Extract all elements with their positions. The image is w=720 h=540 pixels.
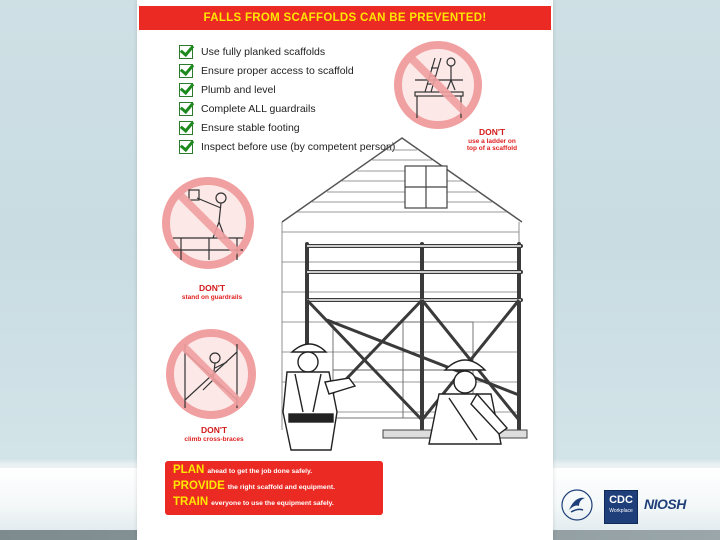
prohibition-climb-cross-braces [165, 328, 257, 420]
niosh-logo [644, 496, 704, 516]
hhs-eagle-logo-icon [560, 488, 594, 522]
train-line: TRAIN everyone to use the equipment safely. [173, 496, 334, 508]
checklist-item: Use fully planked scaffolds [179, 42, 395, 61]
cdc-logo-text: CDC [609, 494, 633, 506]
warning-cross-braces-label: DON'T climb cross-braces [184, 425, 244, 443]
plan-provide-train-box [165, 461, 383, 515]
niosh-logo-text: NIOSH [644, 496, 686, 512]
checklist-item: Plumb and level [179, 80, 395, 99]
poster-title: FALLS FROM SCAFFOLDS CAN BE PREVENTED! [203, 12, 487, 24]
checklist-item: Ensure proper access to scaffold [179, 61, 395, 80]
warning-guardrails-label: DON'T stand on guardrails [181, 283, 243, 301]
cdc-logo [604, 490, 638, 524]
checklist-item: Inspect before use (by competent person) [179, 137, 395, 156]
checklist-item: Ensure stable footing [179, 118, 395, 137]
plan-line: PLAN ahead to get the job done safely. [173, 464, 313, 476]
prohibition-stand-on-guardrails [161, 176, 255, 270]
scaffold-illustration [137, 0, 553, 540]
scaffold-safety-poster [137, 0, 553, 540]
provide-line: PROVIDE the right scaffold and equipment. [173, 480, 336, 492]
agency-logos [560, 488, 710, 524]
warning-ladder-label: DON'T use a ladder on top of a scaffold [466, 127, 518, 153]
checklist-item: Complete ALL guardrails [179, 99, 395, 118]
cdc-logo-subtext: Workplace [609, 508, 633, 514]
prohibition-ladder-on-scaffold [393, 40, 483, 130]
